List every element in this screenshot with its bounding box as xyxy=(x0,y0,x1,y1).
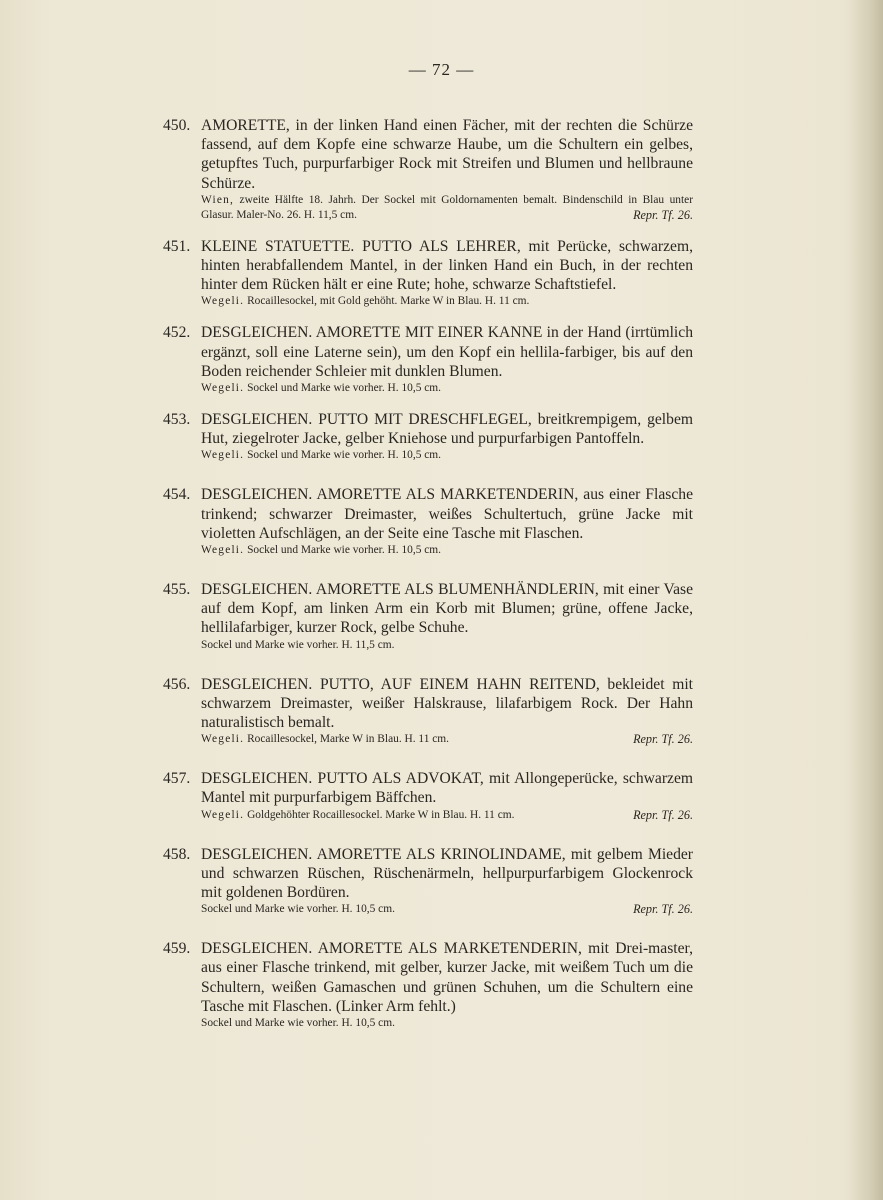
entry-maker: Wegeli. xyxy=(201,733,245,746)
entry-note xyxy=(163,381,693,396)
entry-maker: Wegeli. xyxy=(201,544,245,557)
entry-number: 453. xyxy=(163,411,191,429)
entry-note xyxy=(163,193,693,223)
catalog-entry-454 xyxy=(163,485,693,558)
entry-note-text: Sockel und Marke wie vorher. H. 11,5 cm. xyxy=(201,638,395,651)
catalog-entry-455 xyxy=(163,580,693,653)
entry-number: 458. xyxy=(163,845,191,863)
catalog-entry-450 xyxy=(163,116,693,223)
entry-number: 452. xyxy=(163,324,191,342)
entry-description: DESGLEICHEN. AMORETTE ALS BLUMENHÄNDLERIN, mit einer Vase auf dem Kopf, am linken Arm ein Korb mit Blumen; grüne, offene Jacke, hellilafarbiger, kurzer Rock, gelbe Schuhe. xyxy=(201,581,693,637)
entry-reproduction-ref: Repr. Tf. 26. xyxy=(633,207,693,222)
catalog-entry-459 xyxy=(163,939,693,1031)
catalog-entry-456 xyxy=(163,675,693,748)
entry-number: 450. xyxy=(163,117,191,134)
entry-number: 459. xyxy=(163,940,191,958)
entry-maker: Wegeli. xyxy=(201,449,245,462)
entry-reproduction-ref: Repr. Tf. 26. xyxy=(633,807,693,822)
entry-maker: Wien, xyxy=(201,193,235,206)
entry-description: DESGLEICHEN. AMORETTE MIT EINER KANNE in der Hand (irrtümlich ergänzt, soll eine Laterne sein), um den Kopf ein hellila-farbiger, bis auf den Boden reichender Schleier mit dunklen Blumen. xyxy=(201,324,693,380)
entry-note xyxy=(163,448,693,463)
entry-maker: Wegeli. xyxy=(201,295,245,308)
entry-description: DESGLEICHEN. PUTTO, AUF EINEM HAHN REITEND, bekleidet mit schwarzem Dreimaster, weißer Halskrause, lilafarbigem Rock. Der Hahn naturalistisch bemalt. xyxy=(201,675,693,732)
entry-note-text: Sockel und Marke wie vorher. H. 10,5 cm. xyxy=(201,903,395,916)
entry-note xyxy=(163,808,693,823)
entry-note-text: Sockel und Marke wie vorher. H. 10,5 cm. xyxy=(201,1017,395,1030)
entry-description: AMORETTE, in der linken Hand einen Fächer, mit der rechten die Schürze fassend, auf dem Kopfe eine schwarze Haube, um die Schultern ein gelbes, getupftes Tuch, purpurfarbiger Rock mit Streifen und Blumen und hellbraune Schürze. xyxy=(201,117,693,192)
entry-note xyxy=(163,543,693,558)
entry-number: 454. xyxy=(163,486,191,504)
catalog-entry-451 xyxy=(163,237,693,310)
catalog-entry-452 xyxy=(163,323,693,396)
entry-description: DESGLEICHEN. AMORETTE ALS KRINOLINDAME, mit gelbem Mieder und schwarzen Rüschen, Rüschenärmeln, hellpurpurfarbigem Glockenrock mit goldenen Bordüren. xyxy=(201,845,693,902)
entry-note-text: Sockel und Marke wie vorher. H. 10,5 cm. xyxy=(244,382,441,395)
catalog-entry-457 xyxy=(163,769,693,822)
entry-note-text: Sockel und Marke wie vorher. H. 10,5 cm. xyxy=(244,544,441,557)
entry-description: DESGLEICHEN. PUTTO MIT DRESCHFLEGEL, breitkrempigem, gelbem Hut, ziegelroter Jacke, gelber Kniehose und purpurfarbigen Pantoffeln. xyxy=(201,411,693,448)
entry-description: DESGLEICHEN. AMORETTE ALS MARKETENDERIN, mit Drei-master, aus einer Flasche trinkend, mit gelber, kurzer Jacke, mit weißem Tuch um die Schultern, weißen Gamaschen und grünen Schuhen, um die Schultern eine Tasche mit Flaschen. (Linker Arm fehlt.) xyxy=(201,940,693,1015)
entry-note xyxy=(163,1016,693,1031)
entry-number: 451. xyxy=(163,237,191,255)
page-edge-shadow xyxy=(849,0,883,1200)
entry-note-text: Rocaillesockel, Marke W in Blau. H. 11 cm. xyxy=(244,733,450,746)
entry-description: DESGLEICHEN. PUTTO ALS ADVOKAT, mit Allongeperücke, schwarzem Mantel mit purpurfarbigem Bäffchen. xyxy=(201,770,693,807)
entry-maker: Wegeli. xyxy=(201,382,245,395)
entry-number: 457. xyxy=(163,770,191,788)
entry-note-text: Goldgehöhter Rocaillesockel. Marke W in Blau. H. 11 cm. xyxy=(244,808,515,821)
entry-reproduction-ref: Repr. Tf. 26. xyxy=(633,732,693,747)
catalog-entry-453 xyxy=(163,410,693,463)
entry-note xyxy=(163,638,693,653)
entry-note-text: Rocaillesockel, mit Gold gehöht. Marke W in Blau. H. 11 cm. xyxy=(244,295,530,308)
entry-description: DESGLEICHEN. AMORETTE ALS MARKETENDERIN, aus einer Flasche trinkend; schwarzer Dreimaster, weißes Schultertuch, grüne Jacke mit violetten Aufschlägen, an der Seite eine Tasche mit Flaschen. xyxy=(201,486,693,542)
page-number: — 72 — xyxy=(408,60,475,79)
entry-maker: Wegeli. xyxy=(201,808,245,821)
entry-number: 455. xyxy=(163,581,191,599)
entry-note xyxy=(163,732,693,747)
entry-note xyxy=(163,294,693,309)
entry-note-text: Sockel und Marke wie vorher. H. 10,5 cm. xyxy=(244,449,441,462)
catalog-entries xyxy=(163,116,693,1045)
entry-reproduction-ref: Repr. Tf. 26. xyxy=(633,902,693,917)
entry-note-text: zweite Hälfte 18. Jahrh. Der Sockel mit Goldornamenten bemalt. Bindenschild in Blau unter Glasur. Maler-No. 26. H. 11,5 cm. xyxy=(201,193,693,221)
entry-note xyxy=(163,902,693,917)
entry-number: 456. xyxy=(163,675,191,693)
catalog-entry-458 xyxy=(163,845,693,918)
entry-description: KLEINE STATUETTE. PUTTO ALS LEHRER, mit Perücke, schwarzem, hinten herabfallendem Mantel, in der linken Hand ein Buch, in der rechten hinter dem Rücken hält er eine Rute; hohe, schwarze Schaftstiefel. xyxy=(201,237,693,294)
